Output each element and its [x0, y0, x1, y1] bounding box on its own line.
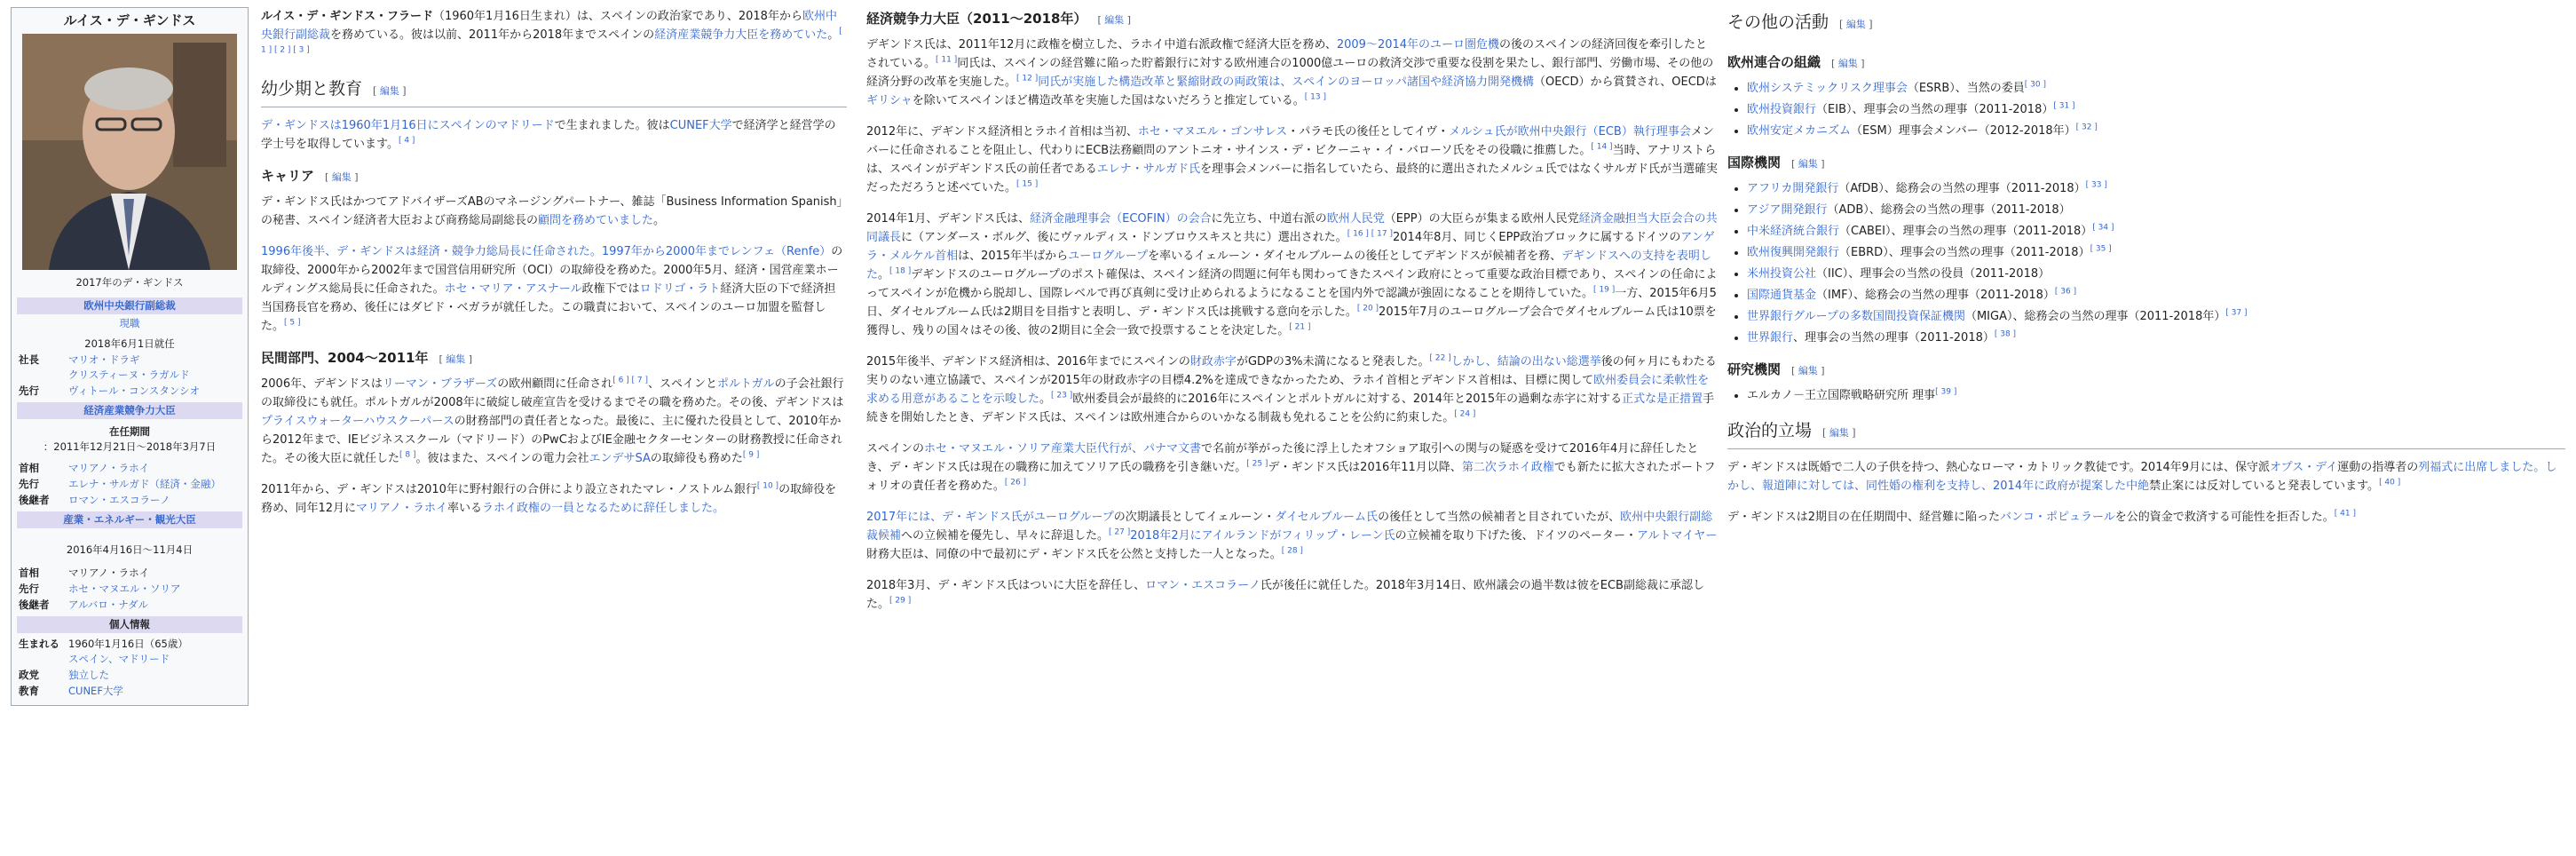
- text: デ・ギンドスは2期目の在任期間中、経営難に陥った: [1727, 511, 2001, 524]
- reference[interactable]: [ 15 ]: [1016, 179, 1039, 189]
- reference[interactable]: [ 13 ]: [1304, 92, 1326, 102]
- row-value-link[interactable]: 独立した: [68, 669, 109, 681]
- link[interactable]: ポルトガル: [717, 377, 775, 391]
- reference[interactable]: [ 33 ]: [2085, 180, 2107, 190]
- link[interactable]: ロドリゴ・ラト: [639, 282, 721, 296]
- text: 禁止案には反対していると発表しています。: [2149, 480, 2380, 493]
- term-label: 在任期間: [109, 425, 150, 438]
- row-label: 後継者: [19, 598, 50, 611]
- text: デ・ギンドス氏はかつてアドバイザーズABのマネージングパートナー、雑誌「Business Information Spanish」の秘書、スペイン経済者大臣および商務総局副総長の: [261, 195, 843, 227]
- reference[interactable]: [ 12 ]: [1016, 74, 1039, 83]
- intro-paragraph: ルイス・デ・ギンドス・フラード（1960年1月16日生まれ）は、スペインの政治家であり、2018年から欧州中央銀行副総裁を務めている。彼は以前、2011年から2018年までスペインの経済産業競争力大臣を務めていた。[ 1 ] [ 2 ] [ 3 ]: [261, 10, 842, 55]
- link[interactable]: 2017年には、デ・ギンドス氏がユーログループ: [866, 511, 1114, 524]
- text: 2014年8月、同じくEPP政治ブロックに属するドイツの: [1393, 231, 1681, 244]
- row-value-link[interactable]: マリアノ・ラホイ: [68, 462, 150, 474]
- list-item: [1747, 122, 2565, 140]
- link[interactable]: 顧問を務めていました: [538, 214, 654, 227]
- political-paragraph-2: [1727, 508, 2565, 527]
- text: （CABEI）、理事会の当然の理事（2011-2018）: [1839, 225, 2093, 238]
- incumbent-link[interactable]: 現職: [119, 317, 140, 329]
- link[interactable]: メルシュ氏が欧州中央銀行（ECB）執行理事会: [1449, 125, 1691, 139]
- row-value: 1960年1月16日（65歳）: [68, 638, 188, 650]
- row-value-link[interactable]: ホセ・マヌエル・ソリア: [68, 583, 181, 595]
- edit-link[interactable]: [ 編集 ]: [1839, 19, 1873, 30]
- text: 経済大臣の下で経済担当国務長官を務め、後任にはダビド・ベガラが就任した。この職責において、スペインのユーロ加盟を監督した。: [261, 282, 836, 333]
- list-item: [1747, 286, 2565, 305]
- minister-paragraph-4: [866, 353, 1719, 427]
- reference[interactable]: [ 10 ]: [756, 481, 779, 491]
- text: 2011年から、デ・ギンドスは2010年に野村銀行の合併により設立されたマレ・ノストルム銀行: [261, 483, 757, 496]
- reference[interactable]: [ 4 ]: [398, 136, 415, 146]
- reference[interactable]: [ 32 ]: [2075, 123, 2098, 132]
- office-status: [17, 316, 242, 331]
- text: （AfDB）、総務会の当然の理事（2011-2018）: [1838, 182, 2086, 195]
- text: でも新たに拡大されたポートフォリオの責任者を務めた。: [866, 461, 1716, 493]
- link[interactable]: デギンドスへの支持を表明した: [866, 250, 1711, 281]
- reference[interactable]: [ 22 ]: [1429, 353, 1451, 363]
- text: を理事会メンバーに指名していたら、最終的に選出されたメルシュ氏ではなくサルガド氏が当選確実だっただろうと述べていた。: [866, 162, 1718, 194]
- reference[interactable]: [ 34 ]: [2092, 223, 2114, 233]
- text: は、2015年半ばから: [958, 250, 1069, 263]
- text: を率いるイェルーン・ダイセルブルームの後任としてデギンドスが候補者を務、: [1148, 250, 1562, 263]
- reference[interactable]: [ 25 ]: [1246, 459, 1268, 469]
- row-value-link[interactable]: クリスティーヌ・ラガルド: [68, 369, 190, 381]
- text: 。: [878, 268, 890, 281]
- text: に先立ち、中道右派の: [1211, 212, 1327, 226]
- link[interactable]: アフリカ開発銀行: [1747, 182, 1839, 195]
- link[interactable]: ラホイ政権の一員となるために辞任しました。: [482, 502, 725, 515]
- text: （MIGA）、総務会の当然の理事（2011-2018年）: [1964, 310, 2226, 323]
- link[interactable]: 同氏が実施した構造改革と緊縮財政の両政策は、スペインのヨーロッパ諸国や経済協力開発機構: [1038, 75, 1534, 89]
- text: 財務大臣は、同僚の中で最初にデ・ギンドス氏を公然と支持した一人となった。: [866, 548, 1282, 561]
- reference[interactable]: [ 36 ]: [2054, 287, 2077, 297]
- link[interactable]: ギリシャ: [866, 94, 913, 107]
- text: 政権下では: [581, 282, 640, 296]
- text: を公的資金で救済する可能性を拒否した。: [2114, 511, 2335, 524]
- heading-text: 幼少期と教育: [261, 79, 363, 99]
- heading-text: その他の活動: [1727, 12, 1829, 32]
- edit-link[interactable]: [ 編集 ]: [439, 353, 473, 365]
- text: （1960年1月16日生まれ）は、スペインの政治家であり、2018年から: [432, 10, 802, 23]
- reference[interactable]: [ 29 ]: [889, 596, 912, 606]
- text: に（アンダース・ボルグ、後にヴァルディス・ドンブロウスキスと共に）選出された。: [901, 231, 1347, 244]
- reference[interactable]: [ 40 ]: [2379, 478, 2401, 487]
- link[interactable]: 欧州復興開発銀行: [1747, 246, 1840, 259]
- list-item: [1747, 201, 2565, 219]
- reference[interactable]: [ 26 ]: [1004, 478, 1027, 487]
- text: （ESM）理事会メンバー（2012-2018年）: [1851, 124, 2076, 138]
- edit-link[interactable]: [ 編集 ]: [1097, 14, 1132, 26]
- link[interactable]: 欧州システミックリスク理事会: [1747, 82, 1908, 95]
- text: 2015年後半、デギンドス経済相は、2016年までにスペインの: [866, 355, 1190, 369]
- edit-link[interactable]: [ 編集 ]: [1791, 158, 1825, 170]
- minister-paragraph-2: [866, 123, 1719, 197]
- minister-paragraph-6: [866, 508, 1719, 564]
- list-item: [1747, 222, 2565, 241]
- heading-text: キャリア: [261, 168, 315, 184]
- text: 。: [1039, 392, 1052, 406]
- row-label: 首相: [19, 462, 39, 474]
- subject-name: ルイス・デ・ギンドス・フラード: [261, 10, 433, 23]
- minister-paragraph-7: [866, 576, 1719, 614]
- list-item: [1747, 179, 2565, 198]
- section-heading-minister: [866, 9, 1719, 30]
- text: の立候補を取り下げた後、ドイツのペーター・: [1395, 529, 1637, 543]
- link[interactable]: ロマン・エスコラーノ: [1145, 579, 1260, 592]
- section-heading-early-life: [261, 77, 847, 107]
- text: （IMF）、総務会の当然の理事（2011-2018）: [1816, 289, 2055, 302]
- research-institutions-list: [1727, 386, 2565, 405]
- minister-paragraph-3: [866, 210, 1719, 340]
- link[interactable]: 第二次ラホイ政権: [1461, 461, 1554, 474]
- row-label: 首相: [19, 567, 39, 579]
- subsection-heading-eu: [1727, 52, 2565, 74]
- link[interactable]: 中米経済統合銀行: [1747, 225, 1840, 238]
- link[interactable]: アンゲラ・メルケル首相: [866, 231, 1715, 263]
- text: 運動の指導者の: [2337, 461, 2419, 474]
- link[interactable]: 世界銀行: [1747, 331, 1794, 345]
- reference[interactable]: [ 23 ]: [1051, 391, 1073, 400]
- text: （ESRB）、当然の委員: [1907, 82, 2025, 95]
- infobox-row-pm: [17, 461, 242, 476]
- text: の子会社銀行の取締役にも就任。ポルトガルが2008年に破綻し破産宣告を受けるまでその職を務めた。その後、デギンドスは: [261, 377, 844, 409]
- reference[interactable]: [ 1 ] [ 2 ] [ 3 ]: [261, 27, 842, 55]
- text: の次期議長としてイェルーン・: [1113, 511, 1276, 524]
- term-dates: 2016年4月16日〜11月4日: [66, 543, 194, 556]
- row-label: 政党: [19, 669, 39, 681]
- edit-link[interactable]: [ 編集 ]: [325, 171, 359, 183]
- list-item: [1747, 386, 2565, 405]
- link[interactable]: アルトマイヤー: [1636, 529, 1718, 543]
- reference[interactable]: [ 9 ]: [742, 450, 760, 460]
- office-link-economy[interactable]: 経済産業競争力大臣: [83, 404, 176, 416]
- term-dates: ：2011年12月21日〜2018年3月7日: [43, 440, 217, 453]
- text: 欧州委員会が最終的に2016年にスペインとポルトガルに対する、2014年と2015年の過剰な赤字に対する: [1072, 392, 1623, 406]
- text: （OECD）から賞賛され、OECDは: [1533, 75, 1717, 89]
- heading-text: 経済競争力大臣（2011〜2018年）: [866, 11, 1087, 27]
- photo-caption: 2017年のデ・ギンドス: [75, 276, 184, 289]
- link[interactable]: 世界銀行グループの多数国間投資保証機関: [1747, 310, 1965, 323]
- heading-text: 欧州連合の組織: [1727, 54, 1821, 70]
- text: （EBRD）、理事会の当然の理事（2011-2018）: [1839, 246, 2090, 259]
- text: 2014年1月、デギンドス氏は、: [866, 212, 1031, 226]
- reference[interactable]: [ 16 ] [ 17 ]: [1347, 229, 1393, 239]
- link[interactable]: ホセ・マヌエル・ゴンサレス: [1137, 125, 1288, 139]
- link[interactable]: ダイセルブルーム氏: [1275, 511, 1379, 524]
- career-paragraph-1: [261, 193, 847, 230]
- text: （ADB）、総務会の当然の理事（2011-2018）: [1827, 203, 2071, 217]
- political-paragraph-1: [1727, 458, 2565, 495]
- office-header-ecb: [17, 297, 242, 314]
- reference[interactable]: [ 20 ]: [1356, 304, 1379, 313]
- article-column-3: [1727, 7, 2565, 539]
- list-item: [1747, 243, 2565, 262]
- link[interactable]: ユーログループ: [1068, 250, 1149, 263]
- row-label: 先行: [19, 583, 39, 595]
- infobox-column: [11, 7, 249, 706]
- link[interactable]: 1996年後半、デ・ギンドスは経済・競争力総局長に任命された。1997年から2000年までレンフェ（Renfe）: [261, 245, 832, 258]
- text: 2006年、デギンドスは: [261, 377, 383, 391]
- career-paragraph-2: [261, 242, 847, 336]
- office1-rows: [17, 353, 242, 399]
- reference[interactable]: [ 30 ]: [2024, 80, 2046, 90]
- infobox-row-born: [17, 637, 242, 667]
- private-paragraph-1: [261, 375, 847, 468]
- minister-paragraph-1: [866, 36, 1719, 110]
- link[interactable]: エレナ・サルガド氏: [1096, 162, 1201, 176]
- text: デギンドス氏は、2011年12月に政権を樹立した、ラホイ中道右派政権で経済大臣を務め、: [866, 38, 1337, 52]
- article-column-2: [866, 7, 1719, 626]
- text: を務めている。彼は以前、2011年から2018年までスペインの: [330, 28, 655, 42]
- minister-paragraph-5: [866, 440, 1719, 495]
- text: の欧州顧問に任命され: [497, 377, 613, 391]
- reference[interactable]: [ 8 ]: [399, 450, 416, 460]
- text: デ・ギンドスは既婚で二人の子供を持つ、熱心なローマ・カトリック教徒です。2014年9月には、保守派: [1727, 461, 2271, 474]
- text: スペインの: [866, 442, 925, 456]
- text: 氏が後任に就任した。2018年3月14日、欧州議会の過半数は彼をECB副総裁に承認した。: [866, 579, 1704, 611]
- international-organizations-list: [1727, 179, 2565, 347]
- link[interactable]: エンデサSA: [589, 452, 651, 465]
- infobox-row-education: [17, 684, 242, 699]
- text: への立候補を優先し、早々に辞退した。: [901, 529, 1110, 543]
- link[interactable]: 財政赤字: [1189, 355, 1237, 369]
- text: （EPP）の大臣らが集まる欧州人民党: [1384, 212, 1579, 226]
- heading-text: 研究機関: [1727, 361, 1782, 377]
- reference[interactable]: [ 35 ]: [2090, 244, 2112, 254]
- text: デ・ギンドス氏は2016年11月以降、: [1268, 461, 1462, 474]
- link[interactable]: マリアノ・ラホイ: [356, 502, 447, 515]
- edit-link[interactable]: [ 編集 ]: [1831, 58, 1865, 69]
- link[interactable]: しかし、結論の出ない総選挙: [1450, 355, 1601, 369]
- list-item: [1747, 100, 2565, 119]
- text: 後の何ヶ月にもわたる実りのない連立協議で、スペインが2015年の財政赤字の目標4.2%を達成できなかったため、ラホイ首相とデギンドス首相は、目標に関して: [866, 355, 1717, 387]
- section-heading-career: [261, 166, 847, 187]
- link[interactable]: ホセ・マリア・アスナール: [444, 282, 582, 296]
- reference[interactable]: [ 27 ]: [1109, 527, 1131, 537]
- article-column-1: [261, 7, 847, 530]
- infobox-row-party: [17, 668, 242, 683]
- reference[interactable]: [ 38 ]: [1994, 329, 2017, 339]
- link[interactable]: 列福式に出席しました。しかし、報道陣に対しては、同性婚の権利を支持し、2014年に政府が提案した中絶: [1727, 461, 2557, 493]
- text: （IIC）、理事会の当然の役員（2011-2018）: [1816, 267, 2051, 281]
- link[interactable]: 経済金融理事会（ECOFIN）の会合: [1030, 212, 1212, 226]
- infobox-row-succeeded: [17, 493, 242, 508]
- text: の後任として当然の候補者と目されていたが、: [1378, 511, 1621, 524]
- text: 、理事会の当然の理事（2011-2018）: [1793, 331, 1995, 345]
- link[interactable]: アジア開発銀行: [1747, 203, 1828, 217]
- row-value: マリアノ・ラホイ: [68, 567, 150, 579]
- reference[interactable]: [ 41 ]: [2334, 509, 2356, 519]
- infobox-row-president: [17, 353, 242, 383]
- office-link-ecb[interactable]: 欧州中央銀行副総裁: [83, 299, 176, 312]
- infobox: [11, 7, 249, 706]
- row-label: 先行: [19, 478, 39, 490]
- reference[interactable]: [ 37 ]: [2225, 308, 2248, 318]
- text: （EIB）、理事会の当然の理事（2011-2018）: [1816, 103, 2054, 116]
- office-link-industry[interactable]: 産業・エネルギー・観光大臣: [63, 513, 196, 526]
- list-item: [1747, 79, 2565, 98]
- reference[interactable]: [ 6 ] [ 7 ]: [612, 376, 649, 385]
- text: がGDPの3%未満になると発表した。: [1236, 355, 1430, 369]
- text: の取締役も務めた: [650, 452, 743, 465]
- text: 2015年7月のユーログループ会合でダイセルブルーム氏は10票を獲得し、残りの国々はその後、彼の2期目に全会一致で投票することを決定した。: [866, 305, 1717, 337]
- term-start: 2018年6月1日就任: [84, 337, 175, 350]
- link[interactable]: オプス・デイ: [2270, 461, 2338, 474]
- heading-text: 政治的立場: [1727, 421, 1813, 440]
- text: 。: [653, 214, 666, 227]
- reference[interactable]: [ 19 ]: [1593, 285, 1616, 295]
- link[interactable]: プライスウォーターハウスクーパース: [261, 415, 454, 428]
- text: 当時、アナリストらは、スペインがデギンドス氏の前任者である: [866, 144, 1717, 176]
- reference[interactable]: [ 18 ]: [889, 266, 912, 276]
- subsection-heading-research: [1727, 360, 2565, 381]
- link[interactable]: 欧州人民党: [1326, 212, 1385, 226]
- reference[interactable]: [ 14 ]: [1591, 142, 1613, 152]
- link[interactable]: 欧州中央銀行副総裁: [261, 10, 837, 42]
- infobox-row-preceded: [17, 582, 242, 597]
- infobox-row-preceded: [17, 477, 242, 492]
- link[interactable]: リーマン・ブラザーズ: [382, 377, 498, 391]
- reference[interactable]: [ 24 ]: [1454, 409, 1476, 419]
- reference[interactable]: [ 5 ]: [284, 318, 301, 328]
- infobox-row-succeeded: [17, 598, 242, 613]
- text: の後のスペインの経済回復を牽引したとされている。: [866, 38, 1708, 70]
- text: で生まれました。彼は: [554, 119, 670, 132]
- eu-organizations-list: [1727, 79, 2565, 140]
- link[interactable]: ホセ・マヌエル・ソリア産業大臣代行が、パナマ文書: [924, 442, 1202, 456]
- section-heading-political-positions: [1727, 419, 2565, 449]
- row-value-link[interactable]: ヴィトール・コンスタンシオ: [68, 384, 200, 397]
- infobox-row-preceded: [17, 384, 242, 399]
- text: 率いる: [447, 502, 483, 515]
- office-header-economy: [17, 402, 242, 419]
- link[interactable]: 欧州委員会に柔軟性を求める用意があることを示唆した: [866, 374, 1710, 406]
- edit-link[interactable]: [ 編集 ]: [1791, 365, 1825, 376]
- private-paragraph-2: [261, 480, 847, 518]
- link[interactable]: 欧州安定メカニズム: [1747, 124, 1852, 138]
- row-label: 教育: [19, 685, 39, 697]
- text: 、スペインと: [648, 377, 718, 391]
- row-label: 先行: [19, 384, 39, 397]
- text: 2012年に、デギンドス経済相とラホイ首相は当初、: [866, 125, 1138, 139]
- office-header-industry: [17, 511, 242, 528]
- link[interactable]: CUNEF大学: [669, 119, 732, 132]
- text: 同氏は、スペインの経営難に陥った貯蓄銀行に対する欧州連合の1000億ユーロの救済交渉で重要な役割を果たし、銀行部門、労働市場、その他の経済分野の改革を実施した。: [866, 57, 1714, 89]
- text: 手続きを開始したとき、デギンドス氏は、スペインは欧州連合からのいかなる制裁も免れることを公約に約束した。: [866, 392, 1715, 424]
- list-item: [1747, 329, 2565, 347]
- text: の取締役を務め、同年12月に: [261, 483, 837, 515]
- link[interactable]: 欧州中央銀行副総裁候補: [866, 511, 1713, 543]
- early-life-paragraph: [261, 116, 847, 154]
- link[interactable]: デ・ギンドスは1960年1月16日にスペインのマドリード: [261, 119, 555, 132]
- infobox-row-pm: [17, 566, 242, 581]
- link[interactable]: 欧州投資銀行: [1747, 103, 1817, 116]
- link[interactable]: 国際通貨基金: [1747, 289, 1817, 302]
- reference[interactable]: [ 11 ]: [936, 55, 958, 65]
- text: 。彼はまた、スペインの電力会社: [415, 452, 589, 465]
- row-label: 後継者: [19, 494, 50, 506]
- link[interactable]: 2018年2月にアイルランドがフィリップ・レーン氏: [1130, 529, 1395, 543]
- row-value-link[interactable]: ロマン・エスコラーノ: [68, 494, 170, 506]
- edit-link[interactable]: [ 編集 ]: [1822, 427, 1856, 439]
- text: 一方、2015年6月5日、ダイセルブルーム氏は2期目を目指すと表明し、デ・ギンドス氏は挑戦する意向を示した。: [866, 287, 1717, 319]
- text: で名前が挙がった後に浮上したオフショア取引への関与の疑惑を受けて2016年4月に辞任したとき、デ・ギンドス氏は現在の職務に加えてソリア氏の職務を引き継いだ。: [866, 442, 1699, 474]
- row-value-link[interactable]: CUNEF大学: [68, 685, 123, 697]
- row-value-link[interactable]: スペイン、マドリード: [68, 653, 170, 665]
- text: で経済学と経営学の学士号を取得しています。: [261, 119, 836, 151]
- list-item: [1747, 265, 2565, 283]
- text: デギンドスのユーログループのポスト確保は、スペイン経済の問題に何年も関わってきたスペイン政府にとって重要な政治目標であり、スペインの任命によってスペインが危機から脱却し、国際レベルで再び真剣に受け止められるようになることを国内外で認識が強固になることを期待していた。: [866, 268, 1718, 300]
- row-label: 社長: [19, 353, 39, 366]
- heading-text: 民間部門、2004〜2011年: [261, 350, 429, 366]
- text: メンバーに任命されることを阻止し、代わりにECB法務顧問のアントニオ・サインス・デ・ビクーニャ・イ・バローソ氏をその役職に推薦した。: [866, 125, 1714, 157]
- reference[interactable]: [ 39 ]: [1935, 387, 1957, 397]
- row-value-link[interactable]: アルバロ・ナダル: [68, 598, 149, 611]
- list-item: [1747, 307, 2565, 326]
- edit-link[interactable]: [ 編集 ]: [373, 85, 407, 97]
- link[interactable]: 経済産業競争力大臣を務めていた: [654, 28, 828, 42]
- reference[interactable]: [ 21 ]: [1289, 322, 1311, 332]
- personal-info-header: 個人情報: [17, 616, 242, 633]
- row-value-link[interactable]: エレナ・サルガド（経済・金融）: [68, 478, 221, 490]
- section-heading-other-activities: [1727, 11, 2565, 40]
- heading-text: 国際機関: [1727, 155, 1782, 170]
- text: 2018年3月、デ・ギンドス氏はついに大臣を辞任し、: [866, 579, 1146, 592]
- reference[interactable]: [ 31 ]: [2053, 101, 2075, 111]
- text: ・パラモ氏の後任としてイヴ・: [1287, 125, 1450, 139]
- infobox-title: ルイス・デ・ギンドス: [63, 12, 196, 28]
- link[interactable]: 2009〜2014年のユーロ圏危機: [1336, 38, 1500, 52]
- text: の財務部門の責任者となった。最後に、主に優れた役員として、2010年から2012年まで、IEビジネススクール（マドリード）のPwCおよびIE金融セクターセンターの財務教授に任命された。その後大臣に就任した: [261, 415, 842, 465]
- row-label: 生まれる: [19, 638, 59, 650]
- text: エルカノ－王立国際戦略研究所 理事: [1747, 389, 1936, 402]
- link[interactable]: 経済金融担当大臣会合の共同議長: [866, 212, 1718, 244]
- text: の取締役、2000年から2002年まで国営信用研究所（OCI）の取締役を務めた。2000年5月、経済・国営産業ホールディングス総局長に任命された。: [261, 245, 843, 296]
- link[interactable]: 正式な是正措置: [1622, 392, 1703, 406]
- text: を除いてスペインほど構造改革を実施した国はないだろうと推定している。: [912, 94, 1305, 107]
- link[interactable]: 米州投資公社: [1747, 267, 1817, 281]
- reference[interactable]: [ 28 ]: [1281, 546, 1303, 556]
- subsection-heading-international: [1727, 153, 2565, 174]
- row-value-link[interactable]: マリオ・ドラギ: [68, 353, 140, 366]
- portrait-photo[interactable]: [22, 34, 237, 270]
- link[interactable]: バンコ・ポピュラール: [2000, 511, 2115, 524]
- section-heading-private-sector: [261, 348, 847, 369]
